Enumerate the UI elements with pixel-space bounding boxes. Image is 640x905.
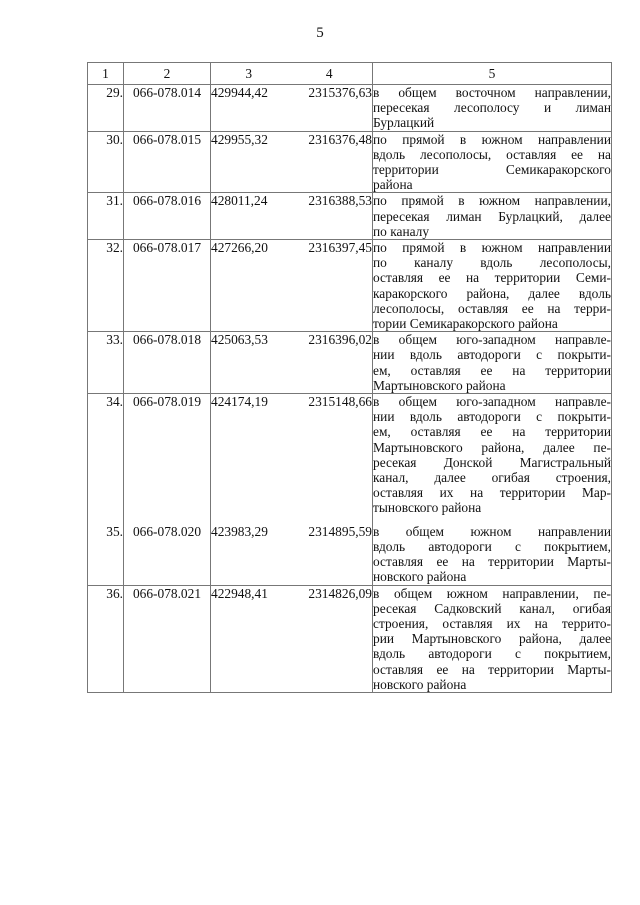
coord-y: 2314895,59	[287, 524, 373, 585]
row-number: 34.	[88, 394, 124, 524]
description-line: по каналу	[373, 223, 430, 239]
description-line: по прямой в южном направлении	[373, 131, 611, 147]
description-line: по прямой в южном направлении	[373, 240, 611, 256]
table-row	[88, 193, 612, 240]
description-line: тыновского района	[373, 500, 482, 516]
header-col-3: 3	[211, 63, 287, 85]
description-line: в общем южном направлении, пе-	[373, 585, 611, 601]
header-col-5: 5	[373, 63, 612, 85]
description-line: в общем юго-западном направле-	[373, 394, 611, 410]
point-code: 066-078.021	[124, 585, 211, 692]
description-line: ресекая Садковский канал, огибая	[373, 600, 611, 616]
coord-x: 428011,24	[211, 193, 287, 240]
boundary-description	[373, 524, 612, 585]
description-line: оставляя их на территории Мар-	[373, 485, 611, 501]
point-code: 066-078.016	[124, 193, 211, 240]
coord-y: 2315376,63	[287, 85, 373, 132]
row-number: 33.	[88, 332, 124, 394]
description-line: тории Семикаракорского района	[373, 316, 558, 332]
description-line: нии вдоль автодороги с покрыти-	[373, 347, 611, 363]
description-line: рии Мартыновского района, далее	[373, 631, 611, 647]
coord-x: 429955,32	[211, 131, 287, 193]
point-code: 066-078.020	[124, 524, 211, 585]
table-body	[88, 85, 612, 693]
point-code: 066-078.014	[124, 85, 211, 132]
header-col-4: 4	[287, 63, 373, 85]
boundary-description	[373, 585, 612, 692]
table-row	[88, 585, 612, 692]
description-line: оставляя ее на территории Марты-	[373, 661, 611, 677]
description-line: в общем юго-западном направле-	[373, 332, 611, 348]
boundary-description	[373, 131, 612, 193]
description-line: строения, оставляя их на террито-	[373, 615, 611, 631]
boundary-description	[373, 85, 612, 132]
coord-y: 2316388,53	[287, 193, 373, 240]
coord-y: 2316396,02	[287, 332, 373, 394]
header-col-2: 2	[124, 63, 211, 85]
description-line: ем, оставляя ее на территории	[373, 362, 611, 378]
point-code: 066-078.015	[124, 131, 211, 193]
description-line: вдоль лесополосы, оставляя ее на	[373, 146, 611, 162]
description-line: новского района	[373, 676, 467, 692]
row-number: 31.	[88, 193, 124, 240]
description-line: Бурлацкий	[373, 115, 435, 131]
description-line: в общем южном направлении	[373, 523, 611, 539]
coord-x: 422948,41	[211, 585, 287, 692]
table-row	[88, 240, 612, 332]
description-line: по каналу вдоль лесополосы,	[373, 255, 611, 271]
description-line: оставляя ее на территории Марты-	[373, 554, 611, 570]
table-row	[88, 85, 612, 132]
description-line: канал, далее огибая строения,	[373, 470, 611, 486]
description-line: вдоль автодороги с покрытием,	[373, 646, 611, 662]
page-number: 5	[316, 25, 324, 41]
table-header-row	[88, 63, 612, 85]
table-row	[88, 131, 612, 193]
coord-x: 427266,20	[211, 240, 287, 332]
point-code: 066-078.019	[124, 394, 211, 524]
boundary-table	[87, 62, 612, 693]
coord-x: 429944,42	[211, 85, 287, 132]
boundary-description	[373, 240, 612, 332]
description-line: по прямой в южном направлении,	[373, 193, 611, 209]
description-line: новского района	[373, 569, 467, 585]
boundary-description	[373, 193, 612, 240]
row-number: 29.	[88, 85, 124, 132]
description-line: в общем восточном направлении,	[373, 85, 611, 100]
header-col-1: 1	[88, 63, 124, 85]
description-line: территории Семикаракорского	[373, 162, 611, 178]
table-row	[88, 332, 612, 394]
description-line: нии вдоль автодороги с покрыти-	[373, 409, 611, 425]
row-number: 32.	[88, 240, 124, 332]
description-line: Мартыновского района	[373, 377, 506, 393]
description-line: пересекая лесополосу и лиман	[373, 100, 611, 116]
description-line: Мартыновского района, далее пе-	[373, 439, 611, 455]
description-line: ем, оставляя ее на территории	[373, 424, 611, 440]
point-code: 066-078.017	[124, 240, 211, 332]
coord-x: 425063,53	[211, 332, 287, 394]
row-number: 36.	[88, 585, 124, 692]
coord-y: 2315148,66	[287, 394, 373, 524]
description-line: каракорского района, далее вдоль	[373, 285, 611, 301]
boundary-description	[373, 332, 612, 394]
coord-x: 423983,29	[211, 524, 287, 585]
table-row	[88, 394, 612, 524]
description-line: района	[373, 177, 413, 193]
table-row	[88, 524, 612, 585]
row-number: 30.	[88, 131, 124, 193]
description-line: лесополосы, оставляя ее на терри-	[373, 300, 611, 316]
row-number: 35.	[88, 524, 124, 585]
description-line: пересекая лиман Бурлацкий, далее	[373, 208, 611, 224]
coord-x: 424174,19	[211, 394, 287, 524]
coord-y: 2316397,45	[287, 240, 373, 332]
point-code: 066-078.018	[124, 332, 211, 394]
coord-y: 2314826,09	[287, 585, 373, 692]
description-line: вдоль автодороги с покрытием,	[373, 538, 611, 554]
description-line: ресекая Донской Магистральный	[373, 454, 611, 470]
coord-y: 2316376,48	[287, 131, 373, 193]
description-line: оставляя ее на территории Семи-	[373, 270, 611, 286]
boundary-description	[373, 394, 612, 524]
